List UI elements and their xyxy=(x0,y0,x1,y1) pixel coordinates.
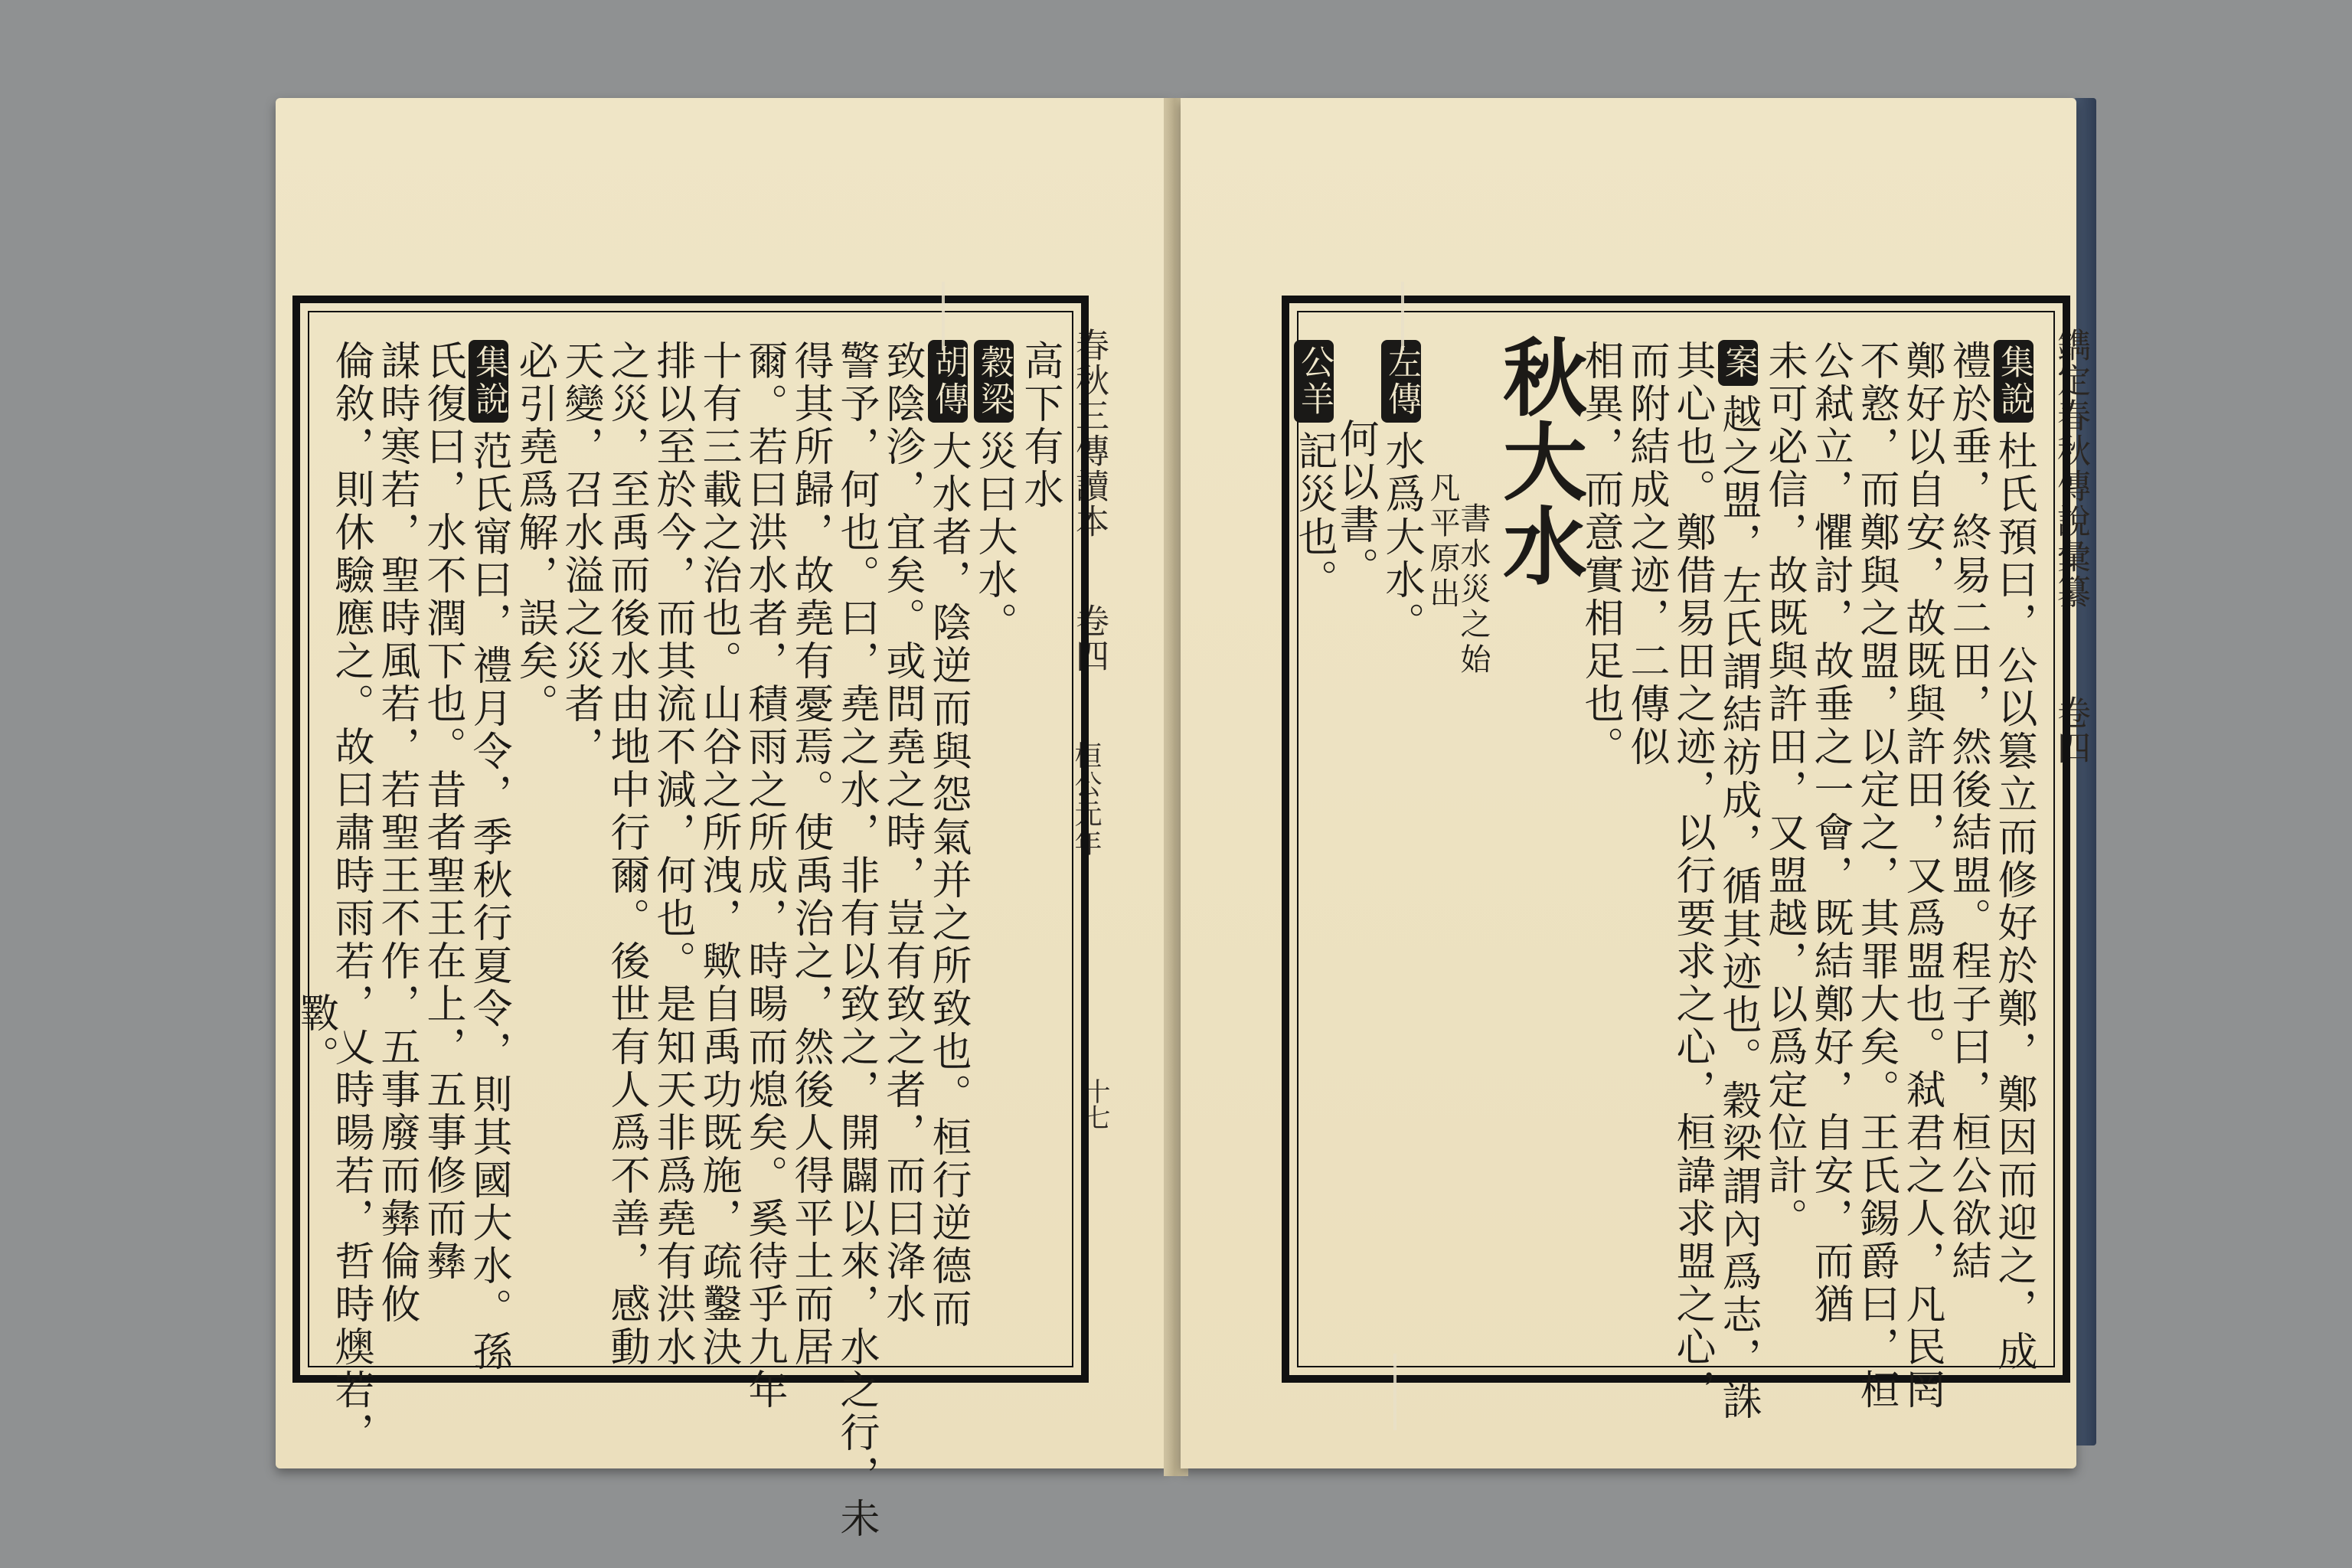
right-col-4-text: 不憝，而鄭與之盟，以定之，其罪大矣。王氏錫爵曰，桓 xyxy=(1853,340,1899,1412)
left-col-7-text: 爾。若曰洪水者，積雨之所成，時暘而熄矣。奚待乎九年 xyxy=(741,340,787,1412)
right-col-7 xyxy=(1715,340,1761,1423)
right-col-2-text: 禮於垂，終易二田，然後結盟。程子曰，桓公欲結 xyxy=(1945,340,1991,1283)
left-col-12 xyxy=(511,340,557,726)
left-col-2 xyxy=(971,340,1017,645)
left-col-4 xyxy=(879,340,925,1326)
right-col-16 xyxy=(1291,340,1337,602)
heading-note-1: 書水災之始 xyxy=(1455,502,1491,678)
left-col-11-text: 天變，召水溢之災者， xyxy=(557,340,603,769)
right-col-15 xyxy=(1332,418,1378,590)
left-col-1-text: 高下有水 xyxy=(1017,340,1063,511)
right-col-6 xyxy=(1761,340,1807,1240)
left-col-6-text: 得其所歸，故堯有憂焉。使禹治之，然後人得平土而居 xyxy=(787,340,833,1369)
left-text-frame xyxy=(292,296,1089,1540)
label-hu-zhuan: 胡傳 xyxy=(928,340,968,423)
right-text-frame xyxy=(1282,296,2070,1423)
left-col-10 xyxy=(603,340,649,1369)
left-section-label: 桓公元年 xyxy=(1070,741,1102,858)
label-ji-shuo: 集說 xyxy=(469,340,508,423)
right-col-3 xyxy=(1899,340,1945,1412)
right-col-16-text: 記災也。 xyxy=(1291,430,1337,602)
right-col-14 xyxy=(1378,340,1424,645)
label-guliang: 穀梁 xyxy=(974,340,1014,423)
left-col-2-text: 災曰大水。 xyxy=(971,430,1017,645)
left-col-13 xyxy=(466,340,511,1374)
entry-heading: 秋大水 xyxy=(1489,334,1588,586)
left-col-13-text: 范氏甯曰，禮月令，季秋行夏令，則其國大水。孫 xyxy=(466,430,511,1374)
label-gong-yang: 公羊 xyxy=(1294,340,1334,423)
right-col-10-text: 相異，而意實相足也。 xyxy=(1577,340,1623,769)
left-col-10-text: 之災，至禹而後水由地中行爾。後世有人爲不善，感動 xyxy=(603,340,649,1369)
right-col-9-text: 而附結成之迹，二傳似 xyxy=(1623,340,1669,769)
heading-note-2: 凡平原出 xyxy=(1425,472,1460,612)
left-col-17-text: 斁。 xyxy=(292,992,338,1078)
binding-thread xyxy=(1401,282,1404,351)
right-col-8 xyxy=(1669,340,1715,1412)
right-col-14-text: 水爲大水。 xyxy=(1378,430,1424,645)
left-page xyxy=(276,98,1170,1540)
left-col-6 xyxy=(787,340,833,1369)
right-col-3-text: 鄭好以自安，故既與許田，又爲盟也。弒君之人，凡民罔 xyxy=(1899,340,1945,1412)
right-col-8-text: 其心也。鄭借易田之迹，以行要求之心，桓諱求盟之心， xyxy=(1669,340,1715,1412)
right-col-1 xyxy=(1991,340,2037,1374)
right-margin-title: 鐫定春秋傳說彙纂 xyxy=(2051,328,2090,609)
left-col-8-text: 十有三載之治也。山谷之所洩，歟自禹功既施，疏鑿決 xyxy=(695,340,741,1369)
left-margin-title: 春秋三傳讀本 xyxy=(1070,328,1109,539)
right-col-7-text: 越之盟，左氏謂結祊成，循其迹也。穀梁謂內爲志，誅 xyxy=(1715,394,1761,1423)
left-col-7 xyxy=(741,340,787,1412)
left-col-5 xyxy=(833,340,879,1540)
left-col-8 xyxy=(695,340,741,1369)
left-col-9 xyxy=(649,340,695,1369)
book-cover-edge xyxy=(2073,98,2096,1446)
left-col-16 xyxy=(328,340,374,1455)
left-col-15-text: 謀時寒若，聖時風若，若聖王不作，五事廢而彝倫攸 xyxy=(374,340,420,1326)
left-col-1 xyxy=(1017,340,1063,511)
left-col-4-text: 致陰沴，宜矣。或問堯之時，豈有致之者，而曰洚水 xyxy=(879,340,925,1326)
left-col-3-text: 大水者，陰逆而與怨氣并之所致也。桓行逆德而 xyxy=(925,430,971,1331)
left-col-15 xyxy=(374,340,420,1326)
left-col-3 xyxy=(925,340,971,1331)
right-col-5 xyxy=(1807,340,1853,1326)
left-col-16-text: 倫敘，則休驗應之。故曰肅時雨若，乂時暘若，哲時燠若， xyxy=(328,340,374,1455)
label-zuo-zhuan: 左傳 xyxy=(1381,340,1421,423)
right-col-15-text: 何以書。 xyxy=(1332,418,1378,590)
left-col-9-text: 排以至於今，而其流不減，何也。是知天非爲堯有洪水 xyxy=(649,340,695,1369)
left-col-11 xyxy=(557,340,603,769)
right-col-4 xyxy=(1853,340,1899,1412)
left-leaf-number: 十七 xyxy=(1080,1078,1110,1130)
label-ji-shuo-right: 集說 xyxy=(1994,340,2034,423)
left-col-12-text: 必引堯爲解，誤矣。 xyxy=(511,340,557,726)
open-book xyxy=(276,98,2090,1540)
right-col-1-text: 杜氏預曰，公以篡立而修好於鄭，鄭因而迎之，成 xyxy=(1991,430,2037,1374)
left-col-17 xyxy=(292,992,338,1078)
right-col-2 xyxy=(1945,340,1991,1283)
right-col-5-text: 公弒立，懼討，故垂之一會，既結鄭好，自安，而猶 xyxy=(1807,340,1853,1326)
right-col-6-text: 未可必信，故既與許田，又盟越，以爲定位計。 xyxy=(1761,340,1807,1240)
left-col-14 xyxy=(420,340,466,1283)
binding-thread xyxy=(1393,1354,1396,1430)
binding-thread xyxy=(942,282,945,351)
right-page xyxy=(1181,98,2090,1468)
right-col-9 xyxy=(1623,340,1669,769)
left-volume-label: 卷四 xyxy=(1070,603,1109,674)
left-col-5-text: 警予，何也。曰，堯之水，非有以致之，開闢以來，水之行，未 xyxy=(833,340,879,1540)
label-an: 案 xyxy=(1718,340,1758,386)
right-volume-label: 卷四 xyxy=(2051,695,2090,766)
left-col-14-text: 氏復曰，水不潤下也。昔者聖王在上，五事修而彝 xyxy=(420,340,466,1283)
